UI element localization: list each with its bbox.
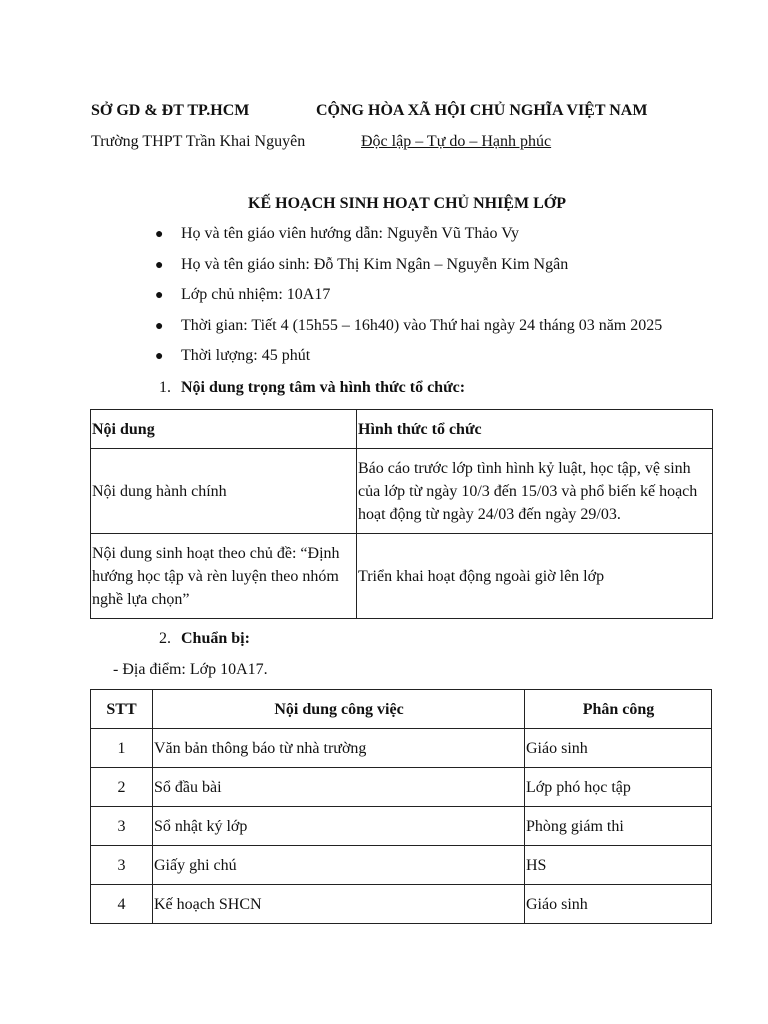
column-header: STT (91, 690, 153, 729)
list-item: ● Lớp chủ nhiệm: 10A17 (0, 285, 662, 316)
table-cell: Văn bản thông báo từ nhà trường (153, 729, 525, 768)
bullet-icon: ● (155, 349, 164, 365)
table-cell: 2 (91, 768, 153, 807)
table-cell: Sổ nhật ký lớp (153, 807, 525, 846)
info-list (0, 224, 662, 377)
table-cell: 3 (91, 807, 153, 846)
list-item: ● Họ và tên giáo sinh: Đỗ Thị Kim Ngân – Nguyễn Kim Ngân (0, 255, 662, 286)
bullet-icon: ● (155, 288, 164, 304)
school-name: Trường THPT Trần Khai Nguyên (91, 133, 306, 150)
bullet-icon: ● (155, 227, 164, 242)
table-cell: 4 (91, 885, 153, 924)
table-cell: Nội dung hành chính (91, 449, 357, 534)
table-row (91, 807, 712, 846)
location-line: - Địa điểm: Lớp 10A17. (113, 661, 268, 678)
table-cell: Giáo sinh (525, 729, 712, 768)
section-number: 2. (159, 630, 171, 647)
column-header: Nội dung công việc (153, 690, 525, 729)
table-cell: 1 (91, 729, 153, 768)
department-name: SỞ GD & ĐT TP.HCM (91, 102, 250, 119)
bullet-icon: ● (155, 257, 164, 273)
list-item: ● Thời lượng: 45 phút (0, 346, 662, 377)
table-cell: Giấy ghi chú (153, 846, 525, 885)
table-cell: 3 (91, 846, 153, 885)
column-header: Nội dung (91, 410, 357, 449)
table-cell: Báo cáo trước lớp tình hình kỷ luật, học tập, vệ sinh của lớp từ ngày 10/3 đến 15/03 và phổ biến kế hoạch hoạt động từ ngày 24/03 đến ngày 29/03. (357, 449, 713, 534)
table-cell: Kế hoạch SHCN (153, 885, 525, 924)
document-title: KẾ HOẠCH SINH HOẠT CHỦ NHIỆM LỚP (248, 195, 566, 212)
content-table (90, 409, 713, 619)
table-cell: Lớp phó học tập (525, 768, 712, 807)
section-1-heading (159, 378, 465, 398)
section-2-heading (159, 629, 250, 649)
table-cell: Nội dung sinh hoạt theo chủ đề: “Định hướng học tập và rèn luyện theo nhóm nghề lựa chọn” (91, 534, 357, 619)
nation-name: CỘNG HÒA XÃ HỘI CHỦ NGHĨA VIỆT NAM (316, 102, 648, 119)
section-title: Nội dung trọng tâm và hình thức tổ chức: (181, 379, 466, 396)
section-number: 1. (159, 379, 171, 396)
column-header: Phân công (525, 690, 712, 729)
table-header-row (91, 690, 712, 729)
table-cell: Phòng giám thi (525, 807, 712, 846)
table-cell: HS (525, 846, 712, 885)
table-row (91, 846, 712, 885)
national-motto: Độc lập – Tự do – Hạnh phúc (361, 133, 552, 150)
table-row (91, 729, 712, 768)
bullet-icon: ● (155, 318, 164, 334)
list-item: ● Thời gian: Tiết 4 (15h55 – 16h40) vào Thứ hai ngày 24 tháng 03 năm 2025 (0, 316, 662, 347)
preparation-table (90, 689, 712, 924)
table-row (91, 449, 713, 534)
column-header: Hình thức tổ chức (357, 410, 713, 449)
table-row (91, 768, 712, 807)
table-header-row (91, 410, 713, 449)
table-cell: Sổ đầu bài (153, 768, 525, 807)
table-row (91, 534, 713, 619)
section-title: Chuẩn bị: (181, 630, 250, 647)
table-cell: Giáo sinh (525, 885, 712, 924)
table-cell: Triển khai hoạt động ngoài giờ lên lớp (357, 534, 713, 619)
list-item: ● Họ và tên giáo viên hướng dẫn: Nguyễn Vũ Thảo Vy (0, 224, 662, 255)
table-row (91, 885, 712, 924)
